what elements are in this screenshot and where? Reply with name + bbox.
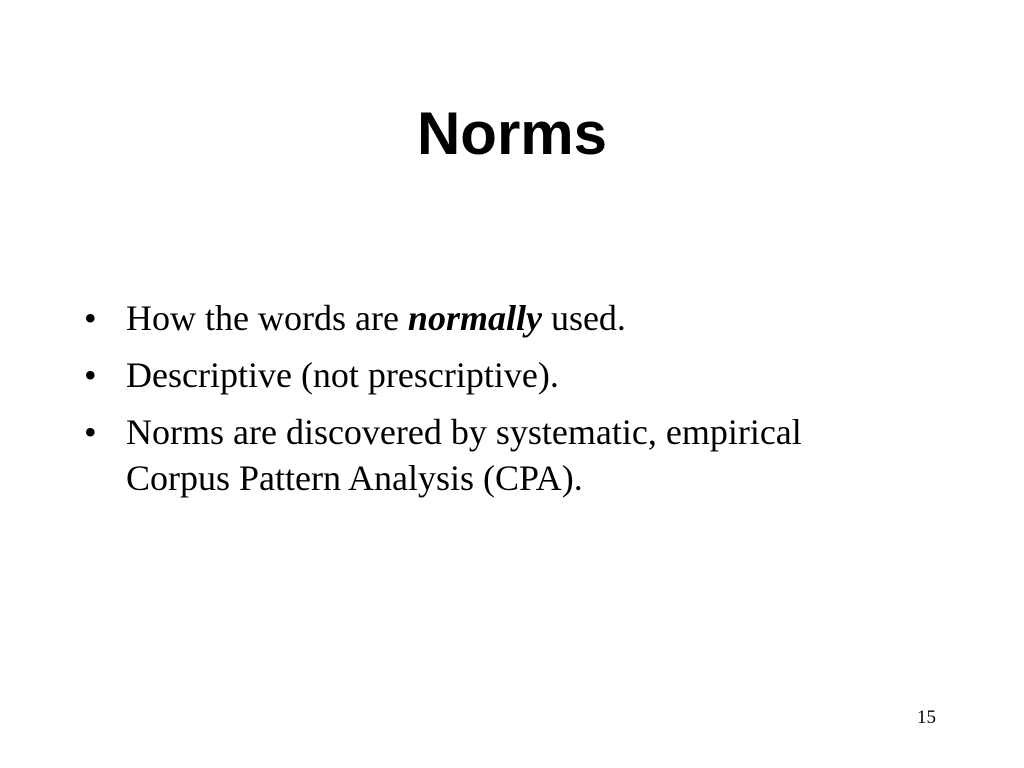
- slide-title: Norms: [416, 100, 608, 167]
- bullet-icon: •: [84, 412, 97, 452]
- bullet-icon: •: [84, 355, 97, 395]
- bullet-item-normally-used: [84, 295, 924, 341]
- bullet-icon: •: [84, 298, 97, 338]
- bullet-text: Descriptive (not prescriptive).: [126, 355, 559, 395]
- bullet-text-line-2: Corpus Pattern Analysis (CPA).: [126, 458, 583, 498]
- bullet-item-descriptive: [84, 352, 924, 398]
- bullet-text-line-1: Norms are discovered by systematic, empirical: [126, 412, 802, 452]
- bullet-emphasis: normally: [407, 298, 542, 338]
- bullet-text-after: used.: [541, 298, 626, 338]
- bullet-list: [84, 295, 924, 512]
- bullet-text-before: How the words are: [126, 298, 408, 338]
- page-number: 15: [917, 707, 936, 728]
- bullet-item-cpa: [84, 409, 924, 501]
